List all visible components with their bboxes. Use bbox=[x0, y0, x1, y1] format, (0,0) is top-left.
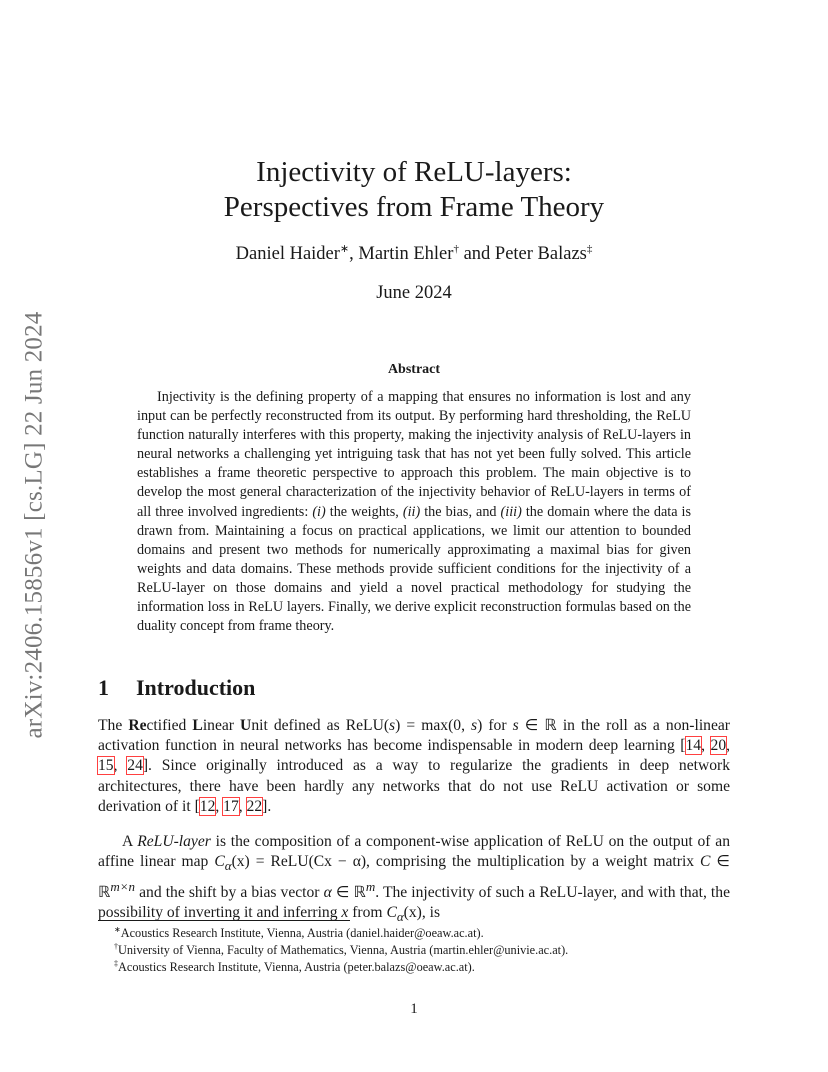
footnote-2 bbox=[114, 942, 568, 958]
author-footnote-mark[interactable]: ‡ bbox=[586, 243, 593, 255]
math-variable: C bbox=[386, 903, 397, 921]
text-run: inear bbox=[202, 717, 241, 734]
enum-marker: (iii) bbox=[500, 503, 522, 520]
text-run: nit defined as ReLU( bbox=[251, 717, 390, 734]
footnote-mark: ‡ bbox=[114, 959, 118, 968]
text-run: ]. bbox=[262, 797, 272, 815]
author-footnote-mark[interactable]: ∗ bbox=[339, 243, 350, 255]
text-run: ctified bbox=[146, 717, 193, 734]
math-superscript: m bbox=[365, 878, 376, 894]
math-variable: s bbox=[389, 717, 396, 734]
text-run: , bbox=[726, 737, 731, 755]
text-run: is the composition of a component-wise application of ReLU on the output of an affine linear map bbox=[98, 833, 730, 871]
footnote-3 bbox=[114, 959, 475, 975]
text-run: , bbox=[701, 737, 711, 755]
abstract-heading: Abstract bbox=[387, 362, 441, 377]
emphasized-term: ReLU-layer bbox=[137, 833, 211, 850]
math-variable: C bbox=[214, 853, 225, 871]
enum-marker: (i) bbox=[312, 503, 326, 520]
bold-run: Re bbox=[128, 717, 147, 734]
footnote-text: University of Vienna, Faculty of Mathematics, Vienna, Austria (martin.ehler@univie.ac.at). bbox=[118, 943, 569, 958]
arxiv-sidebar-stamp bbox=[14, 290, 54, 760]
bold-run: L bbox=[192, 717, 203, 734]
footnote-text: Acoustics Research Institute, Vienna, Austria (daniel.haider@oeaw.ac.at). bbox=[120, 926, 484, 941]
abstract-text bbox=[137, 388, 691, 636]
citation-link[interactable]: 24 bbox=[127, 757, 143, 775]
footnote-divider bbox=[98, 920, 350, 921]
math-variable: α bbox=[323, 883, 332, 901]
citation-link[interactable]: 12 bbox=[199, 797, 216, 815]
author-separator: , bbox=[349, 244, 359, 265]
citation-link[interactable]: 17 bbox=[223, 797, 239, 815]
math-subscript: α bbox=[396, 909, 404, 925]
citation-link[interactable]: 20 bbox=[710, 737, 727, 755]
text-run: and the shift by a bias vector bbox=[135, 883, 324, 901]
citation-link[interactable]: 22 bbox=[246, 797, 263, 815]
text-run: , bbox=[215, 797, 224, 815]
text-run: ) = max(0, bbox=[395, 717, 472, 734]
citation-link[interactable]: 14 bbox=[685, 737, 702, 755]
text-run: ∈ ℝ bbox=[98, 853, 731, 901]
math-variable: s bbox=[471, 717, 478, 734]
text-run: The bbox=[98, 717, 129, 734]
paper-title-line-2: Perspectives from Frame Theory bbox=[223, 191, 605, 223]
footnote-mark: ∗ bbox=[114, 925, 121, 934]
section-number: 1 bbox=[98, 675, 109, 700]
author-name: Daniel Haider bbox=[235, 244, 340, 265]
text-run: (x) = ReLU(Cx − α), comprising the multiplication by a weight matrix bbox=[231, 853, 701, 871]
text-run: A bbox=[122, 833, 138, 850]
text-run: (x), is bbox=[403, 903, 441, 921]
text-run: from bbox=[348, 903, 387, 921]
arxiv-identifier: arXiv:2406.15856v1 [cs.LG] 22 Jun 2024 bbox=[20, 311, 47, 739]
intro-paragraph-2 bbox=[98, 832, 730, 927]
page-number: 1 bbox=[410, 1001, 418, 1017]
text-run: , bbox=[113, 757, 128, 775]
text-run: ]. Since originally introduced as a way to regularize the gradients in deep network architectures, there have been hardly any networks that do not use ReLU activation or some derivation of it [ bbox=[98, 757, 730, 815]
abstract-text-part: the weights, bbox=[325, 503, 403, 520]
math-superscript: m×n bbox=[110, 878, 136, 894]
text-run: ∈ ℝ in the roll as a non-linear activation function in neural networks has become indispensable in modern deep learning [ bbox=[98, 717, 730, 755]
bold-run: U bbox=[240, 717, 252, 734]
abstract-text-part: the domain where the data is drawn from. Maintaining a focus on practical applications, we limit our attention to bounded domains and present two methods for numerically approximating a maximal bias for given weights and data domains. These methods provide sufficient conditions for the injectivity of a ReLU-layer on those domains and yield a novel practical methodology for studying the information loss in ReLU layers. Finally, we derive explicit reconstruction formulas based on the duality concept from frame theory. bbox=[137, 503, 692, 635]
abstract-text-part: Injectivity is the defining property of a mapping that ensures no information is lost and any input can be perfectly reconstructed from its output. By performing hard thresholding, the ReLU function naturally interferes with this property, making the injectivity analysis of ReLU-layers in neural networks a challenging yet intriguing task that has not yet been fully solved. This article establishes a frame theoretic perspective to approach this problem. The main objective is to develop the most general characterization of the injectivity behavior of ReLU-layers in terms of all three involved ingredients: bbox=[137, 389, 691, 520]
enum-marker: (ii) bbox=[402, 503, 421, 520]
author-list bbox=[0, 242, 828, 265]
math-subscript: α bbox=[224, 858, 232, 874]
author-name: Peter Balazs bbox=[494, 244, 587, 265]
math-variable: s bbox=[512, 717, 519, 734]
text-run: . The injectivity of such a ReLU-layer, and with that, the possibility of inverting it and inferring bbox=[98, 883, 730, 921]
paper-title-line-1: Injectivity of ReLU-layers: bbox=[256, 156, 572, 188]
section-heading bbox=[98, 675, 255, 701]
math-variable: C bbox=[700, 853, 711, 871]
footnote-mark: † bbox=[114, 942, 118, 951]
citation-link[interactable]: 15 bbox=[98, 757, 114, 775]
author-footnote-mark[interactable]: † bbox=[453, 243, 459, 255]
text-run: ) for bbox=[477, 717, 513, 734]
author-separator: and bbox=[458, 244, 495, 265]
footnote-text: Acoustics Research Institute, Vienna, Austria (peter.balazs@oeaw.ac.at). bbox=[118, 960, 475, 975]
paper-date: June 2024 bbox=[376, 283, 452, 303]
text-run: ∈ ℝ bbox=[331, 883, 366, 901]
math-variable: x bbox=[341, 903, 349, 921]
abstract-text-part: the bias, and bbox=[420, 503, 501, 520]
author-name: Martin Ehler bbox=[358, 244, 454, 265]
intro-paragraph-1 bbox=[98, 716, 730, 817]
section-title: Introduction bbox=[136, 675, 256, 700]
footnote-1 bbox=[114, 925, 484, 941]
text-run: , bbox=[238, 797, 247, 815]
